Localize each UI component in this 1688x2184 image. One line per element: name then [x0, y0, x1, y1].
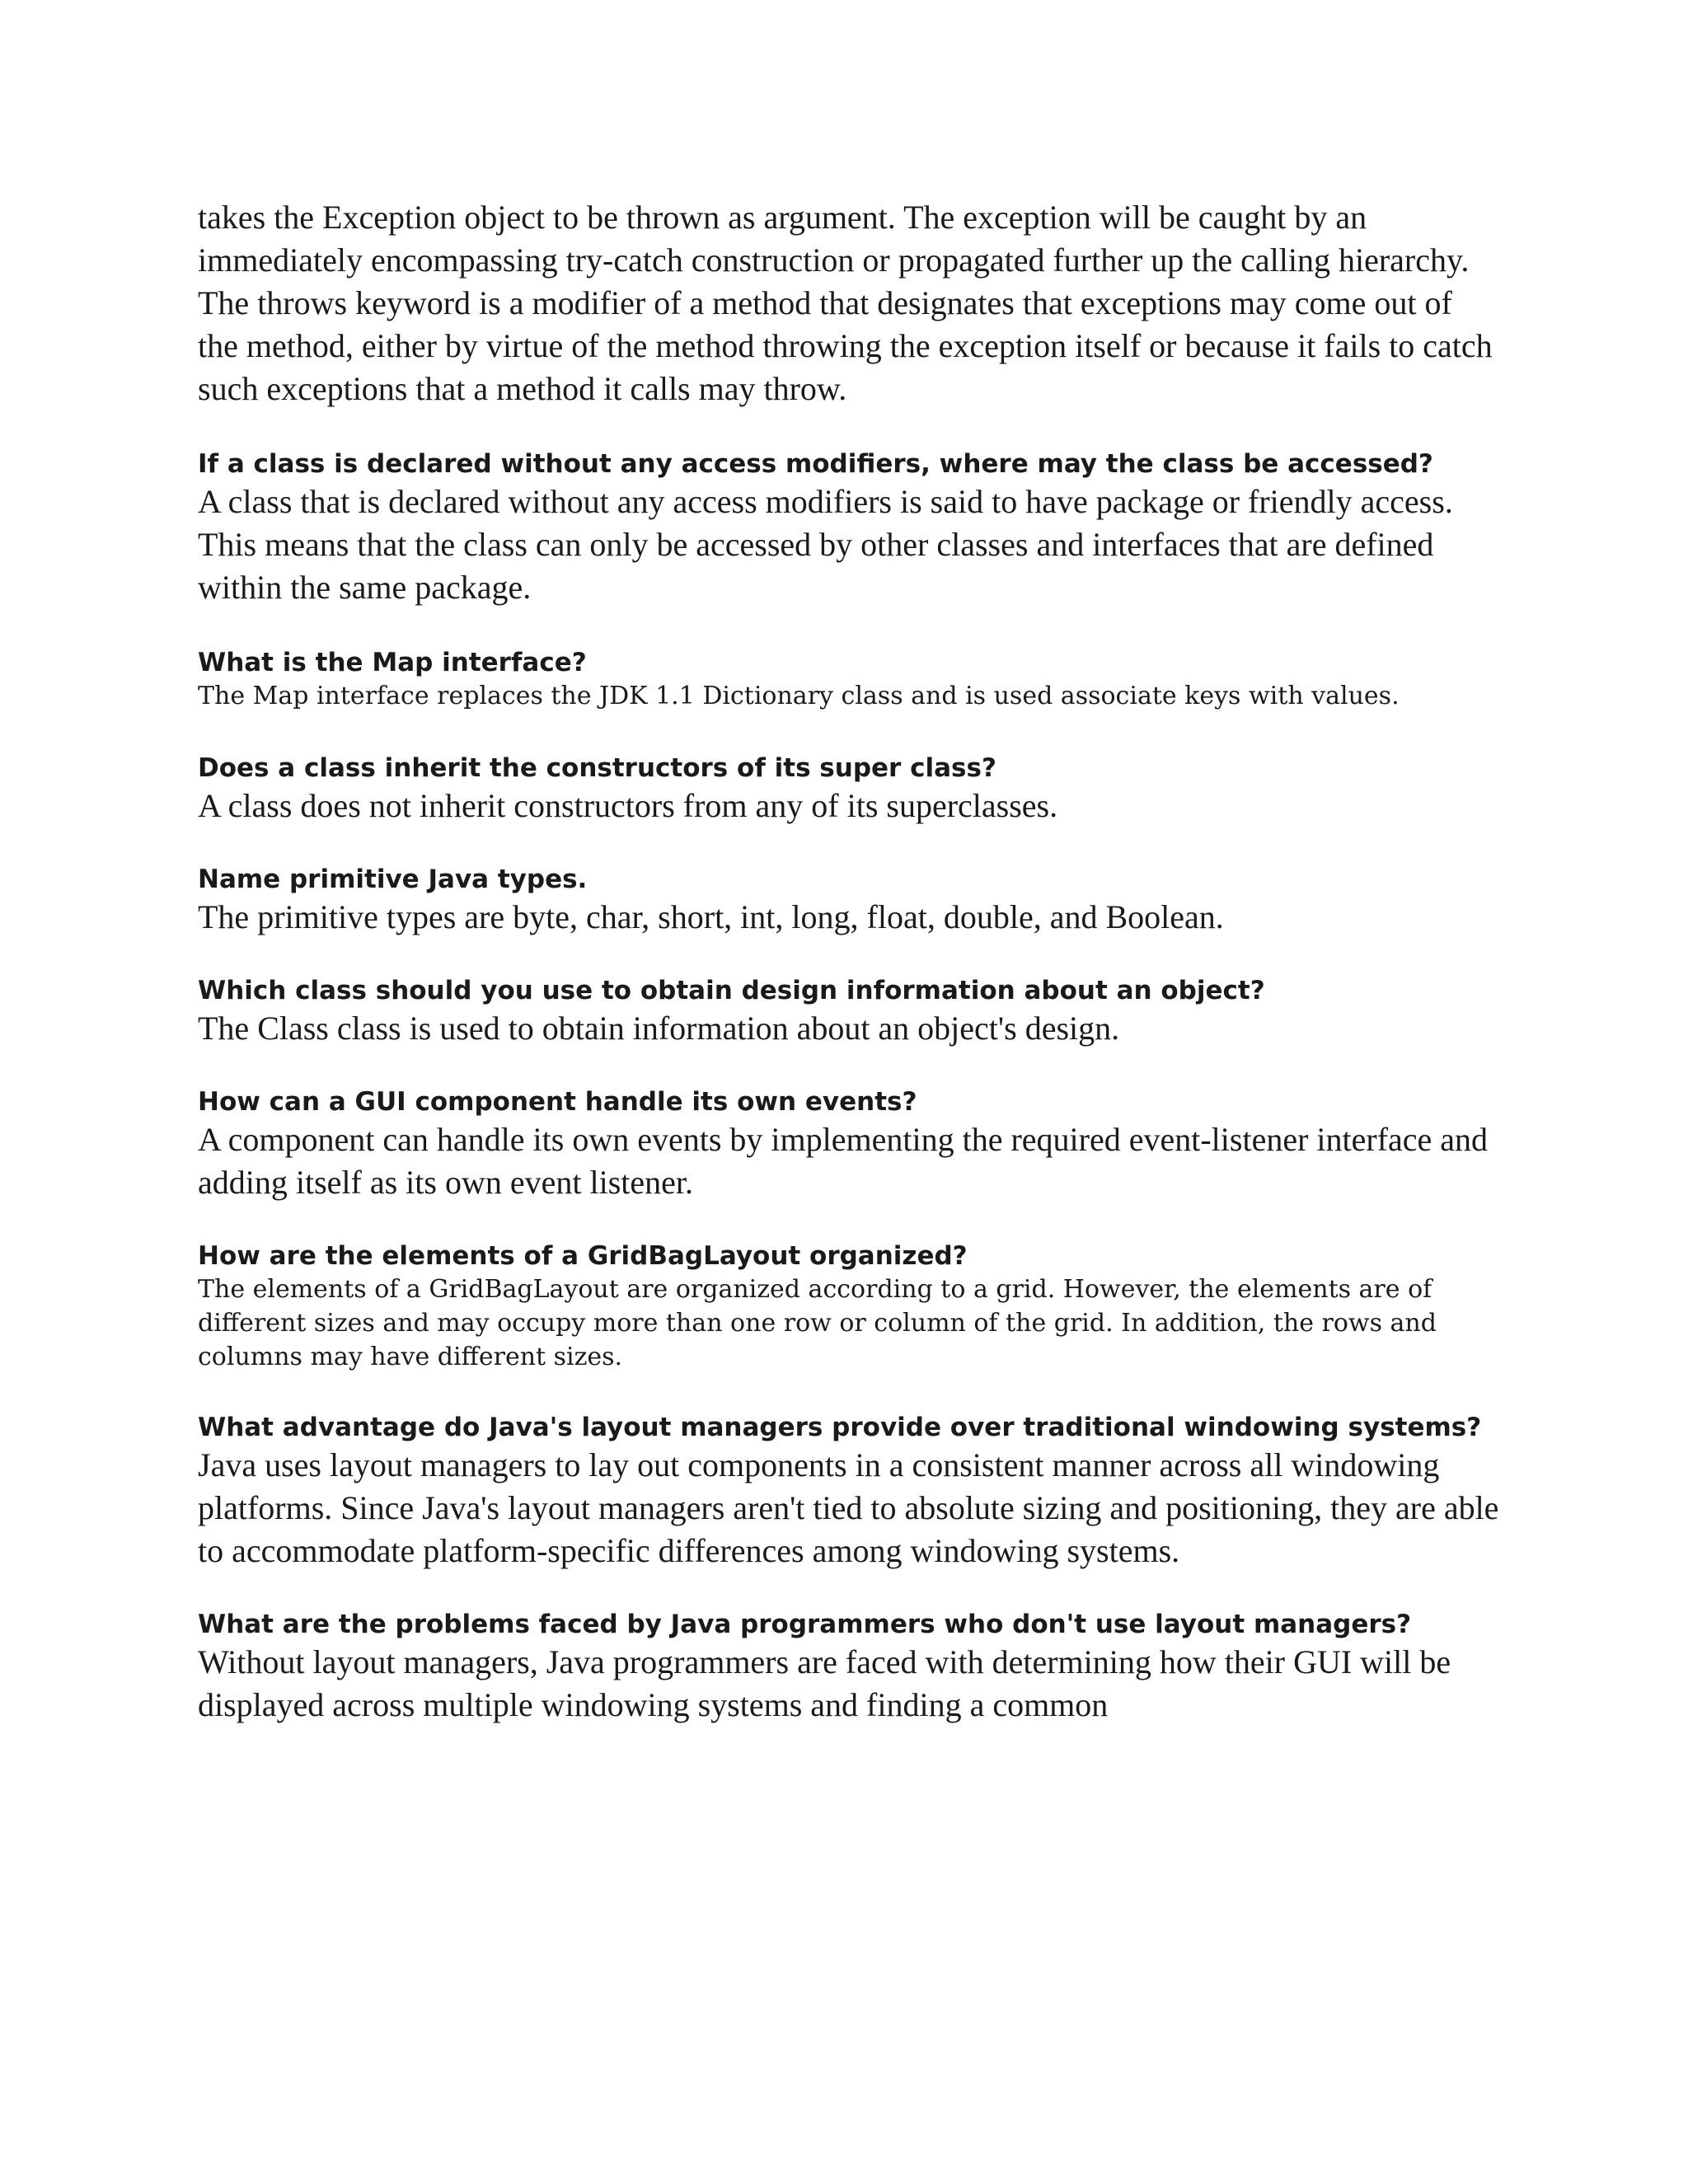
question-heading: How are the elements of a GridBagLayout organized? — [198, 1241, 968, 1271]
qa-block — [198, 864, 1500, 939]
intro-paragraph: takes the Exception object to be thrown as argument. The exception will be caught by an immediately encompassing try-catch construction or propagated further up the calling hierarchy. — [198, 199, 1470, 279]
question-heading: Name primitive Java types. — [198, 865, 588, 894]
qa-block — [198, 975, 1500, 1050]
answer-text: A component can handle its own events by implementing the required event-listener interface and adding itself as its own event listener. — [198, 1121, 1489, 1201]
document-page — [198, 196, 1500, 1727]
question-heading: How can a GUI component handle its own events? — [198, 1087, 917, 1117]
answer-text: The Map interface replaces the JDK 1.1 Dictionary class and is used associate keys with values. — [198, 682, 1400, 710]
answer-text: The Class class is used to obtain information about an object's design. — [198, 1010, 1120, 1047]
intro-section — [198, 196, 1500, 410]
answer-text: A class does not inherit constructors from any of its superclasses. — [198, 787, 1058, 824]
answer-text: Java uses layout managers to lay out components in a consistent manner across all windowing platforms. Since Java's layout managers aren't tied to absolute sizing and positioning, they are able to accommodate platform-specific differences among windowing systems. — [198, 1446, 1499, 1569]
qa-block — [198, 1086, 1500, 1204]
qa-block — [198, 752, 1500, 827]
qa-block — [198, 647, 1500, 713]
qa-block — [198, 1412, 1500, 1572]
question-heading: Which class should you use to obtain design information about an object? — [198, 976, 1265, 1005]
question-heading: What is the Map interface? — [198, 648, 587, 677]
qa-block — [198, 448, 1500, 609]
answer-text: The primitive types are byte, char, short, int, long, float, double, and Boolean. — [198, 898, 1224, 935]
answer-text: A class that is declared without any access modifiers is said to have package or friendly access. This means that the class can only be accessed by other classes and interfaces that are defined within the same package. — [198, 483, 1453, 606]
answer-text: Without layout managers, Java programmers are faced with determining how their GUI will be displayed across multiple windowing systems and finding a common — [198, 1643, 1451, 1723]
intro-paragraph: The throws keyword is a modifier of a method that designates that exceptions may come out of the method, either by virtue of the method throwing the exception itself or because it fails to catch such exceptions that a method it calls may throw. — [198, 284, 1493, 407]
question-heading: What advantage do Java's layout managers provide over traditional windowing systems? — [198, 1413, 1482, 1442]
question-heading: Does a class inherit the constructors of its super class? — [198, 753, 996, 783]
question-heading: If a class is declared without any access modifiers, where may the class be accessed? — [198, 449, 1433, 479]
answer-text: The elements of a GridBagLayout are organized according to a grid. However, the elements are of different sizes and may occupy more than one row or column of the grid. In addition, the rows and columns may have different sizes. — [198, 1275, 1437, 1371]
qa-block — [198, 1240, 1500, 1374]
qa-block — [198, 1609, 1500, 1727]
question-heading: What are the problems faced by Java programmers who don't use layout managers? — [198, 1610, 1412, 1639]
